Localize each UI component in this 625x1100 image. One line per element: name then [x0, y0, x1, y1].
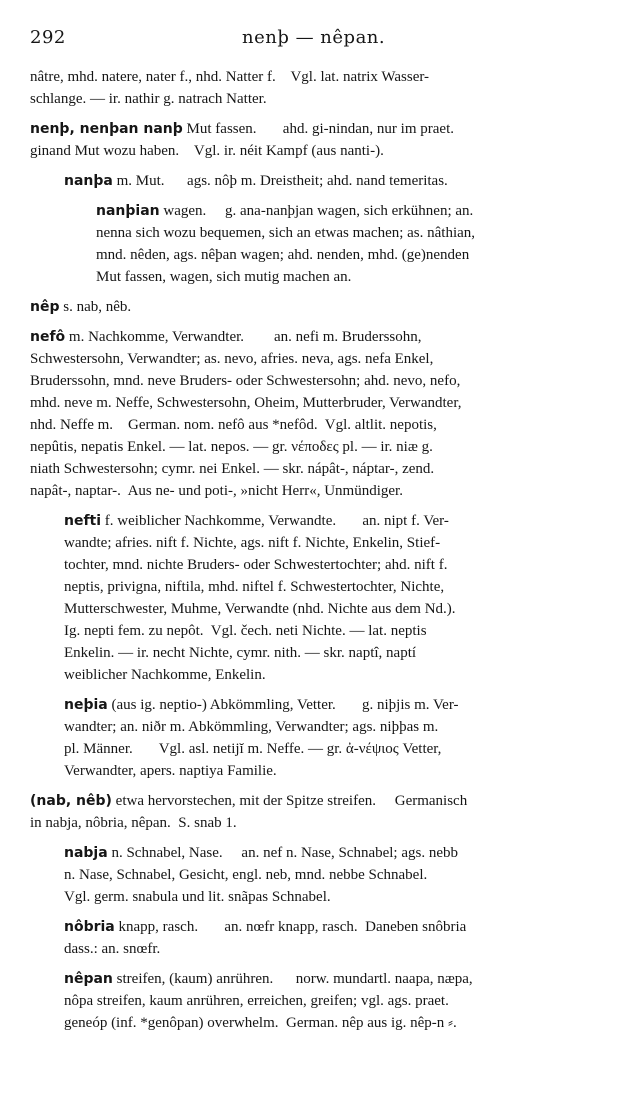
entry-line: Mut fassen, wagen, sich mutig machen an. [96, 269, 352, 285]
entry-line [30, 694, 598, 716]
entry-line: nepûtis, nepatis Enkel. — lat. nepos. — gr. νέποδες pl. — ir. niæ g. [30, 439, 433, 455]
dictionary-entry [30, 170, 598, 192]
dictionary-entry [30, 510, 598, 686]
entry-line: wandte; afries. nift f. Nichte, ags. nift f. Nichte, Enkelin, Stief- [64, 535, 441, 551]
page-number: 292 [30, 27, 66, 48]
entry-line: niath Schwestersohn; cymr. nei Enkel. — skr. nápât-, náptar-, zend. [30, 461, 435, 477]
entry-line: schlange. — ir. nathir g. natrach Natter. [30, 91, 267, 107]
entry-line: Bruderssohn, mnd. neve Bruders- oder Schwestersohn; ahd. nevo, nefo, [30, 373, 461, 389]
entry-line: Enkelin. — ir. necht Nichte, cymr. nith. — skr. naptî, naptí [64, 645, 417, 661]
entry-text: m. Nachkomme, Verwandter. an. nefi m. Bruderssohn, [65, 329, 422, 345]
headword: nêp [30, 299, 60, 315]
entry-text: n. Schnabel, Nase. an. nef n. Nase, Schnabel; ags. nebb [107, 845, 459, 861]
entry-line: dass.: an. snœfr. [64, 941, 161, 957]
entry-line [30, 842, 598, 864]
dictionary-entry [30, 790, 598, 834]
entry-line [30, 296, 598, 318]
headword: nenþ, nenþan nanþ [30, 121, 183, 137]
entry-line: weiblicher Nachkomme, Enkelin. [64, 667, 266, 683]
headword: nôbria [64, 919, 115, 935]
entry-line: Ig. nepti fem. zu nepôt. Vgl. čech. neti Nichte. — lat. neptis [64, 623, 427, 639]
entry-text: s. nab, nêb. [59, 299, 132, 315]
entry-line [30, 170, 598, 192]
entry-line: Mutterschwester, Muhme, Verwandte (nhd. Nichte aus dem Nd.). [64, 601, 456, 617]
headword: nanþian [96, 203, 160, 219]
headword: nefti [64, 513, 102, 529]
entry-line: neptis, privigna, niftila, mhd. niftel f. Schwestertochter, Nichte, [64, 579, 445, 595]
entry-line: in nabja, nôbria, nêpan. S. snab 1. [30, 815, 237, 831]
entry-text: knapp, rasch. an. nœfr knapp, rasch. Daneben snôbria [114, 919, 467, 935]
entry-line: geneóp (inf. *genôpan) overwhelm. German. nêp aus ig. nêp-n ⸗. [64, 1015, 457, 1031]
dictionary-entry [30, 296, 598, 318]
entry-line: tochter, mnd. nichte Bruders- oder Schwestertochter; ahd. nift f. [64, 557, 448, 573]
entry-line: Schwestersohn, Verwandter; as. nevo, afries. neva, ags. nefa Enkel, [30, 351, 434, 367]
headword: neþia [64, 697, 108, 713]
entry-line: nôpa streifen, kaum anrühren, erreichen, greifen; vgl. ags. praet. [64, 993, 449, 1009]
dictionary-entry [30, 968, 598, 1034]
entry-line: nenna sich wozu bequemen, sich an etwas machen; as. nâthian, [96, 225, 476, 241]
entry-text: Mut fassen. ahd. gi-nindan, nur im praet. [182, 121, 454, 137]
entry-line [30, 790, 598, 812]
headword: nanþa [64, 173, 113, 189]
headword: nefô [30, 329, 66, 345]
dictionary-body [30, 66, 598, 1034]
entry-line [30, 326, 598, 348]
dictionary-entry [30, 916, 598, 960]
dictionary-entry [30, 200, 598, 288]
entry-line: ginand Mut wozu haben. Vgl. ir. néit Kampf (aus nanti-). [30, 143, 384, 159]
headword: (nab, nêb) [30, 793, 112, 809]
entry-line: Verwandter, apers. naptiya Familie. [64, 763, 277, 779]
entry-line: mhd. neve m. Neffe, Schwestersohn, Oheim, Mutterbruder, Verwandter, [30, 395, 462, 411]
dictionary-entry [30, 694, 598, 782]
entry-line: mnd. nêden, ags. nêþan wagen; ahd. nenden, mhd. (ge)nenden [96, 247, 470, 263]
dictionary-entry [30, 118, 598, 162]
entry-line [30, 916, 598, 938]
entry-text: streifen, (kaum) anrühren. norw. mundartl. naapa, næpa, [112, 971, 473, 987]
entry-line [30, 510, 598, 532]
running-title: nenþ — nêpan. [242, 27, 386, 48]
dictionary-entry [30, 66, 598, 110]
entry-line: pl. Männer. Vgl. asl. netijĭ m. Neffe. — gr. ἀ-νέψιος Vetter, [64, 741, 442, 757]
entry-line [30, 118, 598, 140]
entry-text: (aus ig. neptio-) Abkömmling, Vetter. g. niþjis m. Ver- [107, 697, 459, 713]
entry-text: wagen. g. ana-nanþjan wagen, sich erkühnen; an. [159, 203, 474, 219]
entry-line: nhd. Neffe m. German. nom. nefô aus *nefôd. Vgl. altlit. nepotis, [30, 417, 437, 433]
entry-line: wandter; an. niðr m. Abkömmling, Verwandter; ags. niþþas m. [64, 719, 439, 735]
entry-text: m. Mut. ags. nôþ m. Dreistheit; ahd. nand temeritas. [112, 173, 448, 189]
entry-line: Vgl. germ. snabula und lit. snãpas Schnabel. [64, 889, 331, 905]
dictionary-entry [30, 326, 598, 502]
entry-line: n. Nase, Schnabel, Gesicht, engl. neb, mnd. nebbe Schnabel. [64, 867, 428, 883]
headword: nabja [64, 845, 108, 861]
entry-line: napât-, naptar-. Aus ne- und poti-, »nicht Herr«, Unmündiger. [30, 483, 403, 499]
entry-line: nâtre, mhd. natere, nater f., nhd. Natter f. Vgl. lat. natrix Wasser- [30, 69, 430, 85]
entry-line [30, 968, 598, 990]
entry-text: f. weiblicher Nachkomme, Verwandte. an. nipt f. Ver- [101, 513, 449, 529]
dictionary-entry [30, 842, 598, 908]
entry-text: etwa hervorstechen, mit der Spitze streifen. Germanisch [111, 793, 468, 809]
headword: nêpan [64, 971, 113, 987]
entry-line [30, 200, 598, 222]
page-header [30, 27, 585, 51]
